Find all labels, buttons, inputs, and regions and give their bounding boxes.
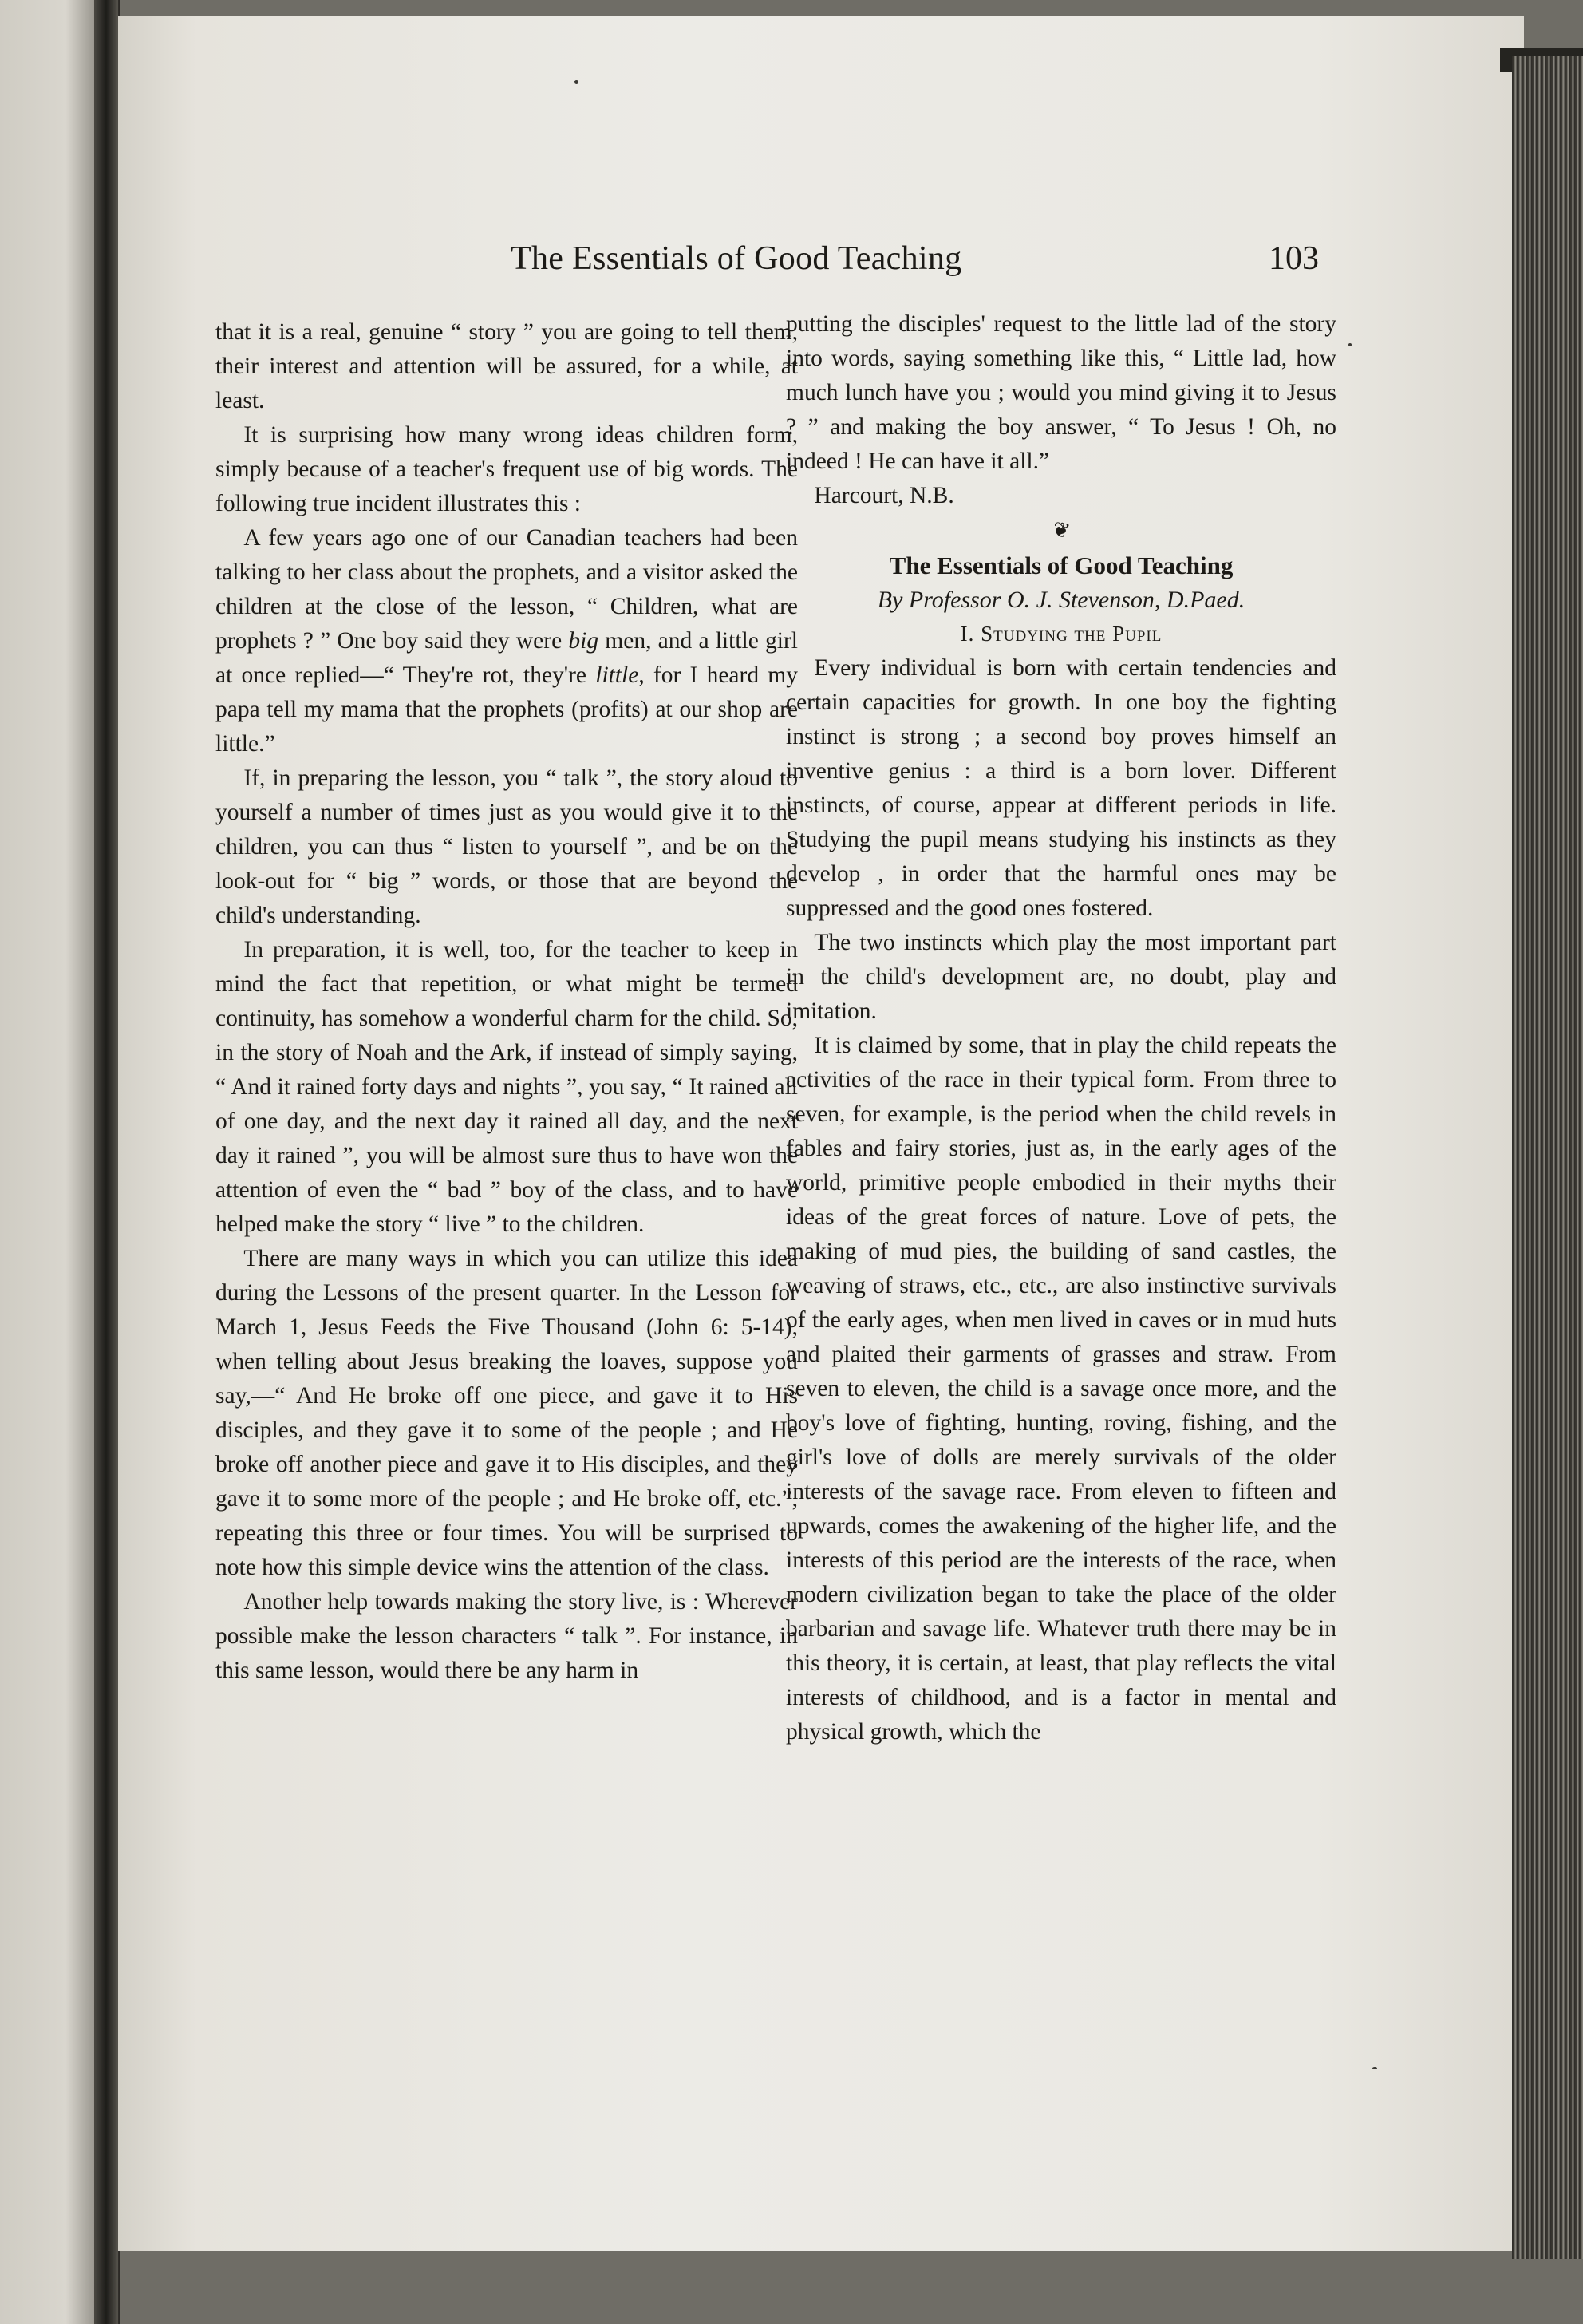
place-signature: Harcourt, N.B. <box>814 483 954 508</box>
paragraph <box>215 521 798 761</box>
left-column <box>215 315 798 1688</box>
page-number: 103 <box>1269 240 1319 277</box>
italic-word: little <box>595 662 639 688</box>
subheading: I. Studying the Pupil <box>960 622 1163 646</box>
italic-word: big <box>568 628 599 654</box>
dust-speck <box>1348 343 1352 346</box>
dust-speck <box>574 80 578 84</box>
paragraph: that it is a real, genuine “ story ” you are going to tell them, their interest and attention will be assured, for a while, at least. <box>215 319 798 413</box>
text-run: , for I heard my papa tell my mama that the prophets (profits) at our shop are little.” <box>215 662 798 757</box>
ornament-icon <box>786 513 1336 548</box>
paragraph: The two instincts which play the most important part in the child's development are, no doubt, play and imitation. <box>786 930 1336 1024</box>
text-run: men, and a little girl at once replied—“ They're rot, they're <box>215 628 798 688</box>
ornament-glyph: ❦ <box>1050 517 1072 543</box>
text-run: A few years ago one of our Canadian teachers had been talking to her class about the prophets, and a visitor asked the children at the close of the lesson, “ Children, what are prophets ? ” One boy said they were <box>215 525 798 654</box>
byline: By Professor O. J. Stevenson, D.Paed. <box>877 587 1245 613</box>
paragraph: There are many ways in which you can utilize this idea during the Lessons of the present quarter. In the Lesson for March 1, Jesus Feeds the Five Thousand (John 6: 5-14), when telling about Jesus breaking the loaves, suppose you say,—“ And He broke off one piece, and gave it to His disciples, and they gave it to some of the people ; and He broke off another piece and gave it to His disciples, and they gave it to some more of the people ; and He broke off, etc.”, repeating this three or four times. You will be surprised to note how this simple device wins the attention of the class. <box>215 1246 798 1580</box>
running-title: The Essentials of Good Teaching <box>511 240 962 277</box>
paragraph: In preparation, it is well, too, for the teacher to keep in mind the fact that repetition, or what might be termed continuity, has somehow a wonderful charm for the child. So, in the story of Noah and the Ark, if instead of simply saying, “ And it rained forty days and nights ”, you say, “ It rained all of one day, and the next day it rained all day, and the next day it rained ”, you will be almost sure thus to have won the attention of even the “ bad ” boy of the class, and to have helped make the story “ live ” to the children. <box>215 937 798 1237</box>
paragraph: putting the disciples' request to the little lad of the story into words, saying something like this, “ Little lad, how much lunch have you ; would you mind giving it to Jesus ? ” and making the boy answer, “ To Jesus ! Oh, no indeed ! He can have it all.” <box>786 311 1336 474</box>
paragraph: It is surprising how many wrong ideas children form, simply because of a teacher's frequent use of big words. The following true incident illustrates this : <box>215 422 798 516</box>
page-stack-edges <box>1512 56 1583 2259</box>
paragraph: Another help towards making the story live, is : Wherever possible make the lesson characters “ talk ”. For instance, in this same lesson, would there be any harm in <box>215 1589 798 1683</box>
section-title: The Essentials of Good Teaching <box>889 551 1234 579</box>
paragraph: It is claimed by some, that in play the child repeats the activities of the race in their typical form. From three to seven, for example, is the period when the child revels in fables and fairy stories, just as, in the early ages of the world, primitive people embodied in their myths their ideas of the great forces of nature. Love of pets, the making of mud pies, the building of sand castles, the weaving of straws, etc., etc., are also instinctive survivals of the early ages, when men lived in caves or in mud huts and plaited their garments of grasses and straw. From seven to eleven, the child is a savage once more, and the boy's love of fighting, hunting, roving, fishing, and the girl's love of dolls are merely survivals of the older interests of the savage race. From eleven to fifteen and upwards, comes the awakening of the higher life, and the interests of this period are the interests of the race, when modern civilization began to take the place of the older barbarian and savage life. Whatever truth there may be in this theory, it is certain, at least, that play reflects the vital interests of childhood, and is a factor in mental and physical growth, which the <box>786 1033 1336 1745</box>
paragraph: Every individual is born with certain tendencies and certain capacities for growth. In one boy the fighting instinct is strong ; a second boy proves himself an inventive genius : a third is a born lover. Different instincts, of course, appear at different periods in life. Studying the pupil means studying his instincts as they develop , in order that the harmful ones may be suppressed and the good ones fostered. <box>786 655 1336 921</box>
paragraph: If, in preparing the lesson, you “ talk ”, the story aloud to yourself a number of times just as you would give it to the children, you can thus “ listen to yourself ”, and be on the look-out for “ big ” words, or those that are beyond the child's understanding. <box>215 765 798 928</box>
right-column <box>786 307 1336 1749</box>
book-gutter <box>94 0 118 2324</box>
dust-speck <box>1372 2067 1377 2069</box>
page-header <box>511 239 1319 287</box>
